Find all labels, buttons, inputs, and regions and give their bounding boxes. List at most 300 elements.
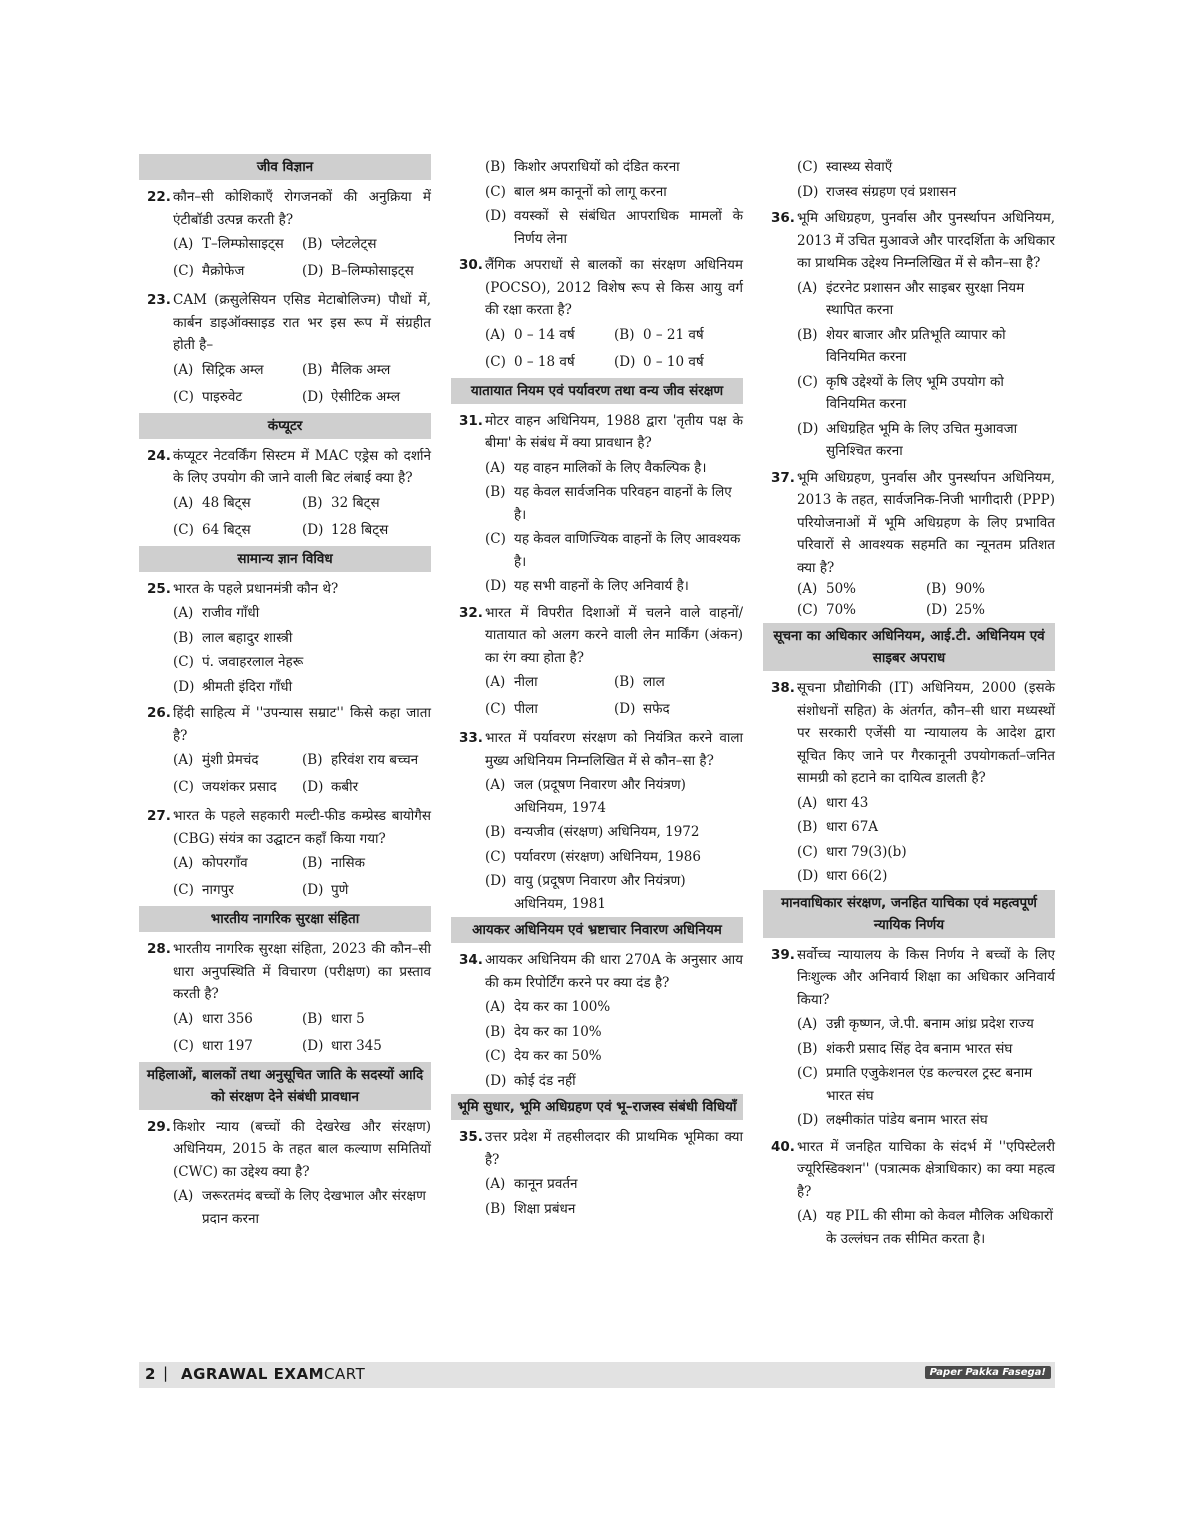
option-item — [485, 846, 743, 869]
option-item — [173, 651, 431, 674]
option-item — [485, 821, 743, 844]
option-item — [302, 490, 431, 517]
option-item — [485, 528, 743, 573]
option-label: (B) — [302, 855, 323, 871]
question-text: लैंगिक अपराधों से बालकों का संरक्षण अधिनियम (POCSO), 2012 विशेष रूप से किस आयु वर्ग की रक्षा करता है? — [485, 257, 743, 318]
option-label: (B) — [302, 752, 323, 768]
option-label: (D) — [485, 208, 507, 224]
option-label: (C) — [797, 602, 818, 618]
option-label: (C) — [485, 701, 506, 717]
option-item — [797, 1109, 1055, 1132]
option-item — [797, 1038, 1055, 1061]
page-number: 2 — [145, 1365, 156, 1383]
options-list — [797, 277, 1055, 463]
option-text: नीला — [514, 674, 538, 690]
option-label: (A) — [173, 361, 194, 378]
option-item — [797, 418, 1055, 463]
option-label: (B) — [485, 159, 506, 175]
question-number: 32. — [459, 604, 483, 621]
option-text: यह सभी वाहनों के लिए अनिवार्य है। — [514, 578, 689, 594]
option-text: नासिक — [331, 855, 365, 871]
brand-name-bold: AGRAWAL EXAM — [181, 1365, 325, 1383]
option-text: मैक्रोफेज — [202, 263, 245, 279]
question-text: भारत के पहले सहकारी मल्टी-फीड कम्प्रेस्ड बायोगैस (CBG) संयंत्र का उद्घाटन कहाँ किया गया? — [173, 808, 431, 847]
option-text: उन्नी कृष्णन, जे.पी. बनाम आंध्र प्रदेश राज्य — [826, 1016, 1034, 1032]
options-list — [173, 490, 431, 544]
option-item — [173, 676, 431, 699]
footer-separator: | — [163, 1364, 169, 1382]
options-list — [173, 1185, 431, 1230]
option-text: 128 बिट्स — [331, 521, 389, 538]
option-text: यह PIL की सीमा को केवल मौलिक अधिकारों के उल्लंघन तक सीमित करता है। — [826, 1208, 1053, 1247]
option-label: (D) — [302, 521, 324, 538]
option-text: 90% — [955, 581, 986, 597]
option-item — [173, 850, 302, 877]
option-text: पीला — [514, 701, 538, 717]
option-item — [485, 870, 743, 915]
option-label: (A) — [173, 236, 194, 252]
brand-name-light: CART — [324, 1365, 366, 1383]
section-heading: सूचना का अधिकार अधिनियम, आई.टी. अधिनियम एवं साइबर अपराध — [763, 623, 1055, 671]
option-label: (A) — [173, 855, 194, 871]
option-item — [302, 1006, 431, 1033]
option-item — [797, 865, 1055, 888]
option-label: (B) — [926, 581, 947, 597]
options-list — [173, 602, 431, 698]
option-label: (B) — [302, 1010, 323, 1027]
question-text: हिंदी साहित्य में ''उपन्यास सम्राट'' किसे कहा जाता है? — [173, 705, 431, 744]
option-label: (A) — [485, 999, 506, 1015]
option-item — [302, 850, 431, 877]
option-item — [173, 1006, 302, 1033]
option-text: धारा 345 — [331, 1037, 382, 1054]
question-text: आयकर अधिनियम की धारा 270A के अनुसार आय की कम रिपोर्टिंग करने पर क्या दंड है? — [485, 952, 743, 991]
option-label: (A) — [797, 581, 818, 597]
question-number: 26. — [147, 705, 171, 721]
option-text: यह केवल सार्वजनिक परिवहन वाहनों के लिए है। — [514, 484, 732, 523]
option-item — [173, 747, 302, 774]
option-item — [302, 1033, 431, 1060]
option-label: (B) — [797, 819, 818, 835]
option-label: (A) — [173, 605, 194, 621]
option-text: धारा 5 — [331, 1010, 365, 1027]
option-label: (B) — [485, 1200, 506, 1217]
option-label: (C) — [797, 843, 818, 860]
option-text: वायु (प्रदूषण निवारण और नियंत्रण) अधिनियम, 1981 — [514, 873, 686, 912]
question-number: 29. — [147, 1118, 171, 1135]
option-item — [173, 258, 302, 285]
options-list — [797, 792, 1055, 888]
section-heading: आयकर अधिनियम एवं भ्रष्टाचार निवारण अधिनियम — [451, 917, 743, 943]
question-number: 35. — [459, 1129, 483, 1145]
option-label: (C) — [485, 353, 506, 370]
options-list — [173, 850, 431, 904]
option-text: मैलिक अम्ल — [331, 361, 391, 378]
question-text: उत्तर प्रदेश में तहसीलदार की प्राथमिक भूमिका क्या है? — [485, 1129, 743, 1168]
options-list — [173, 357, 431, 411]
question-continuation — [763, 156, 1055, 203]
option-item — [173, 774, 302, 801]
option-text: किशोर अपराधियों को दंडित करना — [514, 159, 680, 175]
option-text: धारा 197 — [202, 1037, 253, 1054]
option-label: (A) — [173, 1010, 194, 1027]
options-list — [485, 669, 743, 723]
options-list — [797, 579, 1055, 621]
option-item — [797, 1062, 1055, 1107]
option-label: (D) — [485, 873, 507, 889]
option-label: (C) — [797, 159, 818, 175]
option-label: (B) — [302, 236, 323, 252]
option-item — [302, 384, 431, 411]
option-label: (B) — [302, 494, 323, 511]
question-item — [451, 410, 743, 598]
left-column — [139, 152, 431, 1232]
option-text: राजीव गाँधी — [202, 605, 260, 621]
option-item — [173, 1033, 302, 1060]
option-text: हरिवंश राय बच्चन — [331, 752, 419, 768]
option-item — [173, 1185, 431, 1230]
option-label: (C) — [797, 1065, 818, 1081]
option-item — [173, 490, 302, 517]
question-text: भूमि अधिग्रहण, पुनर्वास और पुनर्स्थापन अधिनियम, 2013 में उचित मुआवजे और पारदर्शिता के अधिकार का प्राथमिक उद्देश्य निम्नलिखित में से कौन–सा है? — [797, 210, 1055, 271]
question-item — [139, 186, 431, 285]
question-text: कंप्यूटर नेटवर्किंग सिस्टम में MAC एड्रेस को दर्शाने के लिए उपयोग की जाने वाली बिट लंबाई क्या है? — [173, 447, 431, 486]
option-label: (C) — [173, 1037, 194, 1054]
right-column — [763, 152, 1055, 1252]
option-text: धारा 79(3)(b) — [826, 843, 907, 860]
options-list — [485, 322, 743, 376]
option-item — [173, 602, 431, 625]
option-text: ऐसीटिक अम्ल — [331, 388, 400, 405]
option-item — [485, 696, 614, 723]
option-item — [485, 1045, 743, 1068]
option-label: (A) — [797, 794, 818, 811]
options-list — [797, 1205, 1055, 1250]
question-number: 27. — [147, 808, 171, 824]
question-text: भारत में पर्यावरण संरक्षण को नियंत्रित करने वाला मुख्य अधिनियम निम्नलिखित में से कौन–सा है? — [485, 730, 743, 769]
option-label: (C) — [173, 263, 194, 279]
section-heading: मानवाधिकार संरक्षण, जनहित याचिका एवं महत्वपूर्ण न्यायिक निर्णय — [763, 890, 1055, 938]
question-number: 39. — [771, 946, 795, 963]
option-text: लाल — [643, 674, 665, 690]
option-text: पुणे — [331, 882, 349, 898]
options-list — [485, 1173, 743, 1220]
options-list — [485, 774, 743, 915]
option-text: शेयर बाजार और प्रतिभूति व्यापार को विनियमित करना — [826, 326, 1006, 365]
option-text: कबीर — [331, 779, 359, 795]
option-label: (D) — [302, 779, 324, 795]
option-label: (C) — [485, 1048, 506, 1064]
option-label: (C) — [485, 531, 506, 547]
brand-logo — [181, 1365, 365, 1383]
option-item — [797, 277, 1055, 322]
question-item — [763, 1136, 1055, 1251]
question-number: 23. — [147, 292, 171, 308]
option-label: (D) — [926, 602, 948, 618]
option-text: धारा 66(2) — [826, 868, 888, 884]
option-item — [302, 258, 431, 285]
option-item — [173, 384, 302, 411]
option-label: (B) — [614, 326, 635, 343]
options-list — [797, 1013, 1055, 1132]
option-item — [302, 877, 431, 904]
option-text: लाल बहादुर शास्त्री — [202, 629, 293, 646]
options-list — [173, 1006, 431, 1060]
option-item — [485, 322, 614, 349]
option-text: कोपरगाँव — [202, 855, 248, 871]
question-number: 25. — [147, 580, 171, 597]
option-text: 48 बिट्स — [202, 494, 251, 511]
option-item — [485, 457, 743, 480]
section-heading: भूमि सुधार, भूमि अधिग्रहण एवं भू–राजस्व संबंधी विधियाँ — [451, 1094, 743, 1120]
option-text: 32 बिट्स — [331, 494, 380, 511]
option-item — [485, 1198, 743, 1221]
option-item — [302, 357, 431, 384]
option-item — [485, 1173, 743, 1196]
option-label: (A) — [485, 674, 506, 690]
question-number: 33. — [459, 730, 483, 746]
question-item — [763, 207, 1055, 463]
option-label: (A) — [485, 777, 506, 793]
option-text: 25% — [955, 602, 986, 618]
question-text: सूचना प्रौद्योगिकी (IT) अधिनियम, 2000 (इसके संशोधनों सहित) के अंतर्गत, कौन–सी धारा मध्यस्थों पर सरकारी एजेंसी या न्यायालय के आदेश द्वारा सूचित किए जाने पर गैरकानूनी उपयोगकर्ता–जनित सामग्री को हटाने का दायित्व डालती है? — [797, 680, 1055, 786]
option-item — [797, 1013, 1055, 1036]
option-item — [485, 1021, 743, 1044]
option-label: (B) — [485, 824, 506, 840]
option-text: सफेद — [643, 701, 670, 717]
option-text: कोई दंड नहीं — [514, 1072, 576, 1089]
options-list — [485, 457, 743, 598]
option-text: प्रमाति एजुकेशनल एंड कल्चरल ट्रस्ट बनाम भारत संघ — [826, 1065, 1033, 1104]
options-list — [173, 231, 431, 285]
option-text: शंकरी प्रसाद सिंह देव बनाम भारत संघ — [826, 1040, 1013, 1057]
options-list — [173, 747, 431, 801]
option-text: पं. जवाहरलाल नेहरू — [202, 654, 304, 670]
option-label: (B) — [485, 484, 506, 500]
option-item — [797, 792, 1055, 815]
option-text: पाइरुवेट — [202, 388, 243, 405]
option-label: (C) — [797, 373, 818, 390]
option-item — [485, 349, 614, 376]
option-item — [797, 156, 1055, 179]
option-label: (C) — [173, 882, 194, 898]
option-item — [173, 357, 302, 384]
option-label: (A) — [797, 1016, 818, 1032]
option-text: T–लिम्फोसाइट्स — [202, 236, 284, 252]
option-item — [797, 371, 1055, 416]
option-label: (D) — [797, 1112, 819, 1128]
question-text: मोटर वाहन अधिनियम, 1988 द्वारा 'तृतीय पक्ष के बीमा' के संबंध में क्या प्रावधान है? — [485, 412, 743, 451]
option-item — [797, 181, 1055, 204]
option-label: (A) — [173, 752, 194, 768]
question-text: भारत के पहले प्रधानमंत्री कौन थे? — [173, 580, 339, 597]
option-text: धारा 43 — [826, 794, 869, 811]
option-label: (C) — [173, 388, 194, 405]
options-list — [485, 996, 743, 1092]
option-item — [797, 600, 926, 621]
option-text: राजस्व संग्रहण एवं प्रशासन — [826, 183, 957, 200]
question-item — [451, 602, 743, 724]
question-text: भारतीय नागरिक सुरक्षा संहिता, 2023 की कौन–सी धारा अनुपस्थिति में विचारण (परीक्षण) का प्रस्ताव करती है? — [173, 941, 431, 1002]
question-text: भूमि अधिग्रहण, पुनर्वास और पुनर्स्थापन अधिनियम, 2013 के तहत, सार्वजनिक-निजी भागीदारी (PPP) परियोजनाओं में भूमि अधिग्रहण के लिए प्रभावित परिवारों से आवश्यक सहमति का न्यूनतम प्रतिशत क्या है? — [797, 469, 1055, 576]
question-number: 30. — [459, 257, 483, 273]
option-label: (D) — [302, 388, 324, 405]
option-text: यह केवल वाणिज्यिक वाहनों के लिए आवश्यक है। — [514, 531, 741, 570]
option-item — [797, 579, 926, 600]
option-item — [173, 877, 302, 904]
option-label: (B) — [797, 1040, 818, 1057]
question-item — [139, 805, 431, 904]
option-text: 0 – 14 वर्ष — [514, 326, 575, 343]
section-heading: भारतीय नागरिक सुरक्षा संहिता — [139, 906, 431, 932]
option-text: देय कर का 100% — [514, 999, 611, 1015]
option-item — [485, 205, 743, 250]
option-text: देय कर का 50% — [514, 1048, 602, 1064]
option-text: धारा 67A — [826, 819, 879, 835]
option-item — [614, 669, 743, 696]
option-item — [797, 324, 1055, 369]
question-item — [451, 949, 743, 1092]
option-text: 64 बिट्स — [202, 521, 251, 538]
question-number: 28. — [147, 941, 171, 957]
option-item — [926, 600, 1055, 621]
question-item — [139, 702, 431, 801]
question-number: 36. — [771, 210, 795, 226]
question-item — [763, 467, 1055, 622]
option-label: (B) — [302, 361, 323, 378]
option-item — [485, 156, 743, 179]
option-label: (C) — [173, 521, 194, 538]
option-label: (D) — [485, 1072, 507, 1089]
option-text: शिक्षा प्रबंधन — [514, 1200, 576, 1217]
question-item — [451, 727, 743, 915]
option-label: (D) — [173, 678, 195, 695]
option-item — [173, 627, 431, 650]
option-label: (B) — [485, 1023, 506, 1040]
option-item — [485, 575, 743, 598]
option-label: (C) — [485, 848, 506, 865]
option-text: 0 – 10 वर्ष — [643, 353, 704, 370]
option-item — [485, 481, 743, 526]
question-continuation — [451, 156, 743, 250]
option-text: B–लिम्फोसाइट्स — [331, 263, 414, 279]
question-item — [451, 254, 743, 376]
question-text: भारत में विपरीत दिशाओं में चलने वाले वाहनों/यातायात को अलग करने वाली लेन मार्किंग (अंकन) का रंग क्या होता है? — [485, 604, 743, 666]
option-text: अधिग्रहित भूमि के लिए उचित मुआवजा सुनिश्चित करना — [826, 420, 1018, 459]
option-item — [173, 517, 302, 544]
option-label: (A) — [173, 494, 194, 511]
option-label: (B) — [797, 326, 818, 343]
option-text: इंटरनेट प्रशासन और साइबर सुरक्षा नियम स्थापित करना — [826, 279, 1025, 318]
section-heading: कंप्यूटर — [139, 413, 431, 439]
option-text: स्वास्थ्य सेवाएँ — [826, 159, 893, 175]
question-item — [763, 944, 1055, 1132]
option-text: पर्यावरण (संरक्षण) अधिनियम, 1986 — [514, 848, 701, 865]
option-item — [797, 816, 1055, 839]
option-item — [173, 231, 302, 258]
question-number: 24. — [147, 447, 171, 464]
option-label: (D) — [614, 701, 636, 717]
option-text: नागपुर — [202, 882, 234, 898]
question-number: 40. — [771, 1138, 795, 1155]
option-label: (A) — [173, 1188, 194, 1204]
page-footer — [139, 1362, 1055, 1388]
question-item — [139, 578, 431, 699]
option-label: (A) — [797, 1208, 818, 1224]
section-heading: महिलाओं, बालकों तथा अनुसूचित जाति के सदस्यों आदि को संरक्षण देने संबंधी प्रावधान — [139, 1062, 431, 1110]
option-item — [614, 349, 743, 376]
option-label: (D) — [302, 263, 324, 279]
option-label: (D) — [797, 183, 819, 200]
option-label: (D) — [302, 1037, 324, 1054]
option-label: (A) — [485, 1176, 506, 1192]
section-heading: यातायात नियम एवं पर्यावरण तथा वन्य जीव संरक्षण — [451, 378, 743, 404]
option-label: (A) — [797, 279, 818, 296]
question-text: सर्वोच्च न्यायालय के किस निर्णय ने बच्चों के लिए निःशुल्क और अनिवार्य शिक्षा का अधिकार अनिवार्य किया? — [797, 946, 1055, 1008]
option-item — [485, 181, 743, 204]
question-number: 22. — [147, 189, 171, 205]
option-text: जयशंकर प्रसाद — [202, 779, 277, 795]
options-list — [797, 156, 1055, 203]
option-text: 0 – 18 वर्ष — [514, 353, 575, 370]
option-text: 70% — [826, 602, 857, 618]
options-list — [485, 156, 743, 250]
option-item — [614, 322, 743, 349]
question-item — [139, 445, 431, 544]
question-item — [451, 1126, 743, 1220]
option-label: (A) — [485, 326, 506, 343]
question-number: 37. — [771, 469, 795, 486]
middle-column — [451, 152, 743, 1222]
option-item — [485, 1070, 743, 1093]
section-heading: जीव विज्ञान — [139, 154, 431, 180]
option-text: श्रीमती इंदिरा गाँधी — [202, 678, 293, 695]
option-text: यह वाहन मालिकों के लिए वैकल्पिक है। — [514, 459, 707, 476]
option-item — [926, 579, 1055, 600]
option-label: (D) — [797, 868, 819, 884]
option-label: (C) — [173, 779, 194, 795]
option-label: (B) — [614, 674, 635, 690]
section-heading: सामान्य ज्ञान विविध — [139, 546, 431, 572]
question-number: 31. — [459, 412, 483, 429]
option-label: (A) — [485, 459, 506, 476]
question-text: CAM (क्रसुलेसियन एसिड मेटाबोलिज्म) पौधों में, कार्बन डाइऑक्साइड रात भर इस रूप में संग्रहीत होती है– — [173, 292, 431, 353]
option-text: जल (प्रदूषण निवारण और नियंत्रण) अधिनियम, 1974 — [514, 777, 686, 816]
option-text: बाल श्रम कानूनों को लागू करना — [514, 183, 667, 200]
question-text: किशोर न्याय (बच्चों की देखरेख और संरक्षण) अधिनियम, 2015 के तहत बाल कल्याण समितियों (CWC) का उद्देश्य क्या है? — [173, 1118, 431, 1180]
option-text: जरूरतमंद बच्चों के लिए देखभाल और संरक्षण प्रदान करना — [202, 1188, 426, 1227]
option-text: कृषि उद्देश्यों के लिए भूमि उपयोग को विनियमित करना — [826, 373, 1004, 412]
option-text: 0 – 21 वर्ष — [643, 326, 704, 343]
option-text: लक्ष्मीकांत पांडेय बनाम भारत संघ — [826, 1112, 988, 1128]
option-item — [485, 669, 614, 696]
option-item — [302, 231, 431, 258]
option-item — [485, 996, 743, 1019]
question-item — [139, 938, 431, 1060]
option-label: (D) — [797, 420, 819, 437]
option-item — [797, 1205, 1055, 1250]
option-text: देय कर का 10% — [514, 1023, 602, 1040]
option-label: (C) — [173, 654, 194, 670]
option-text: सिट्रिक अम्ल — [202, 361, 264, 378]
option-label: (D) — [485, 578, 507, 594]
option-label: (B) — [173, 629, 194, 646]
question-item — [139, 1116, 431, 1231]
option-item — [302, 774, 431, 801]
option-label: (D) — [302, 882, 324, 898]
option-text: 50% — [826, 581, 857, 597]
option-text: कानून प्रवर्तन — [514, 1176, 578, 1192]
